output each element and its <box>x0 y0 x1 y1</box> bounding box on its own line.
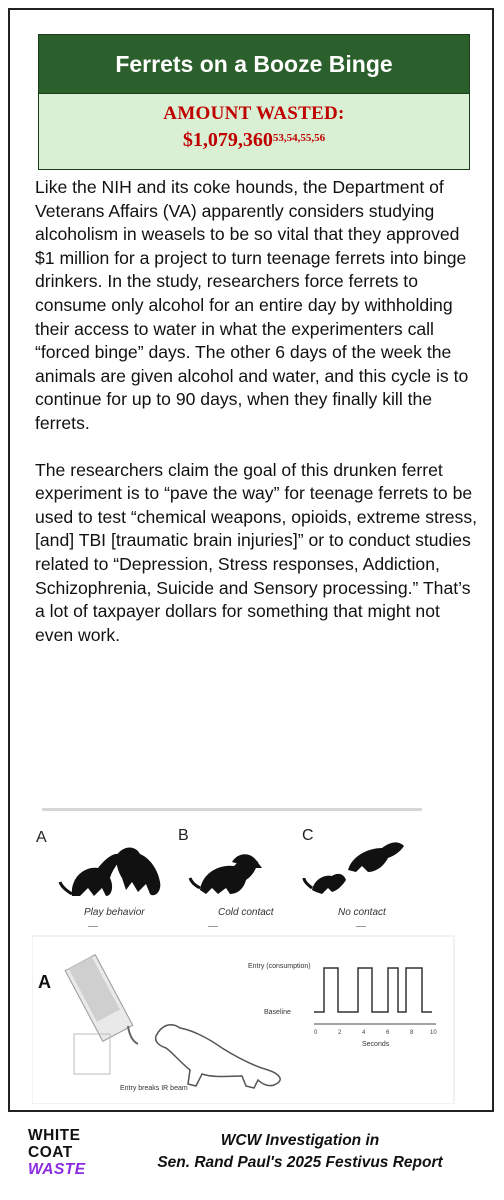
white-coat-waste-logo <box>28 1127 98 1187</box>
cropped-text-line <box>42 808 422 811</box>
axis-tick: 10 <box>430 1030 437 1036</box>
footer-credit <box>110 1130 490 1174</box>
lower-panel-label: A <box>38 972 51 992</box>
amount-wasted-box <box>38 94 470 170</box>
footer-line-1: WCW Investigation in <box>220 1132 380 1149</box>
axis-tick: 4 <box>362 1030 366 1036</box>
section-title-bar <box>38 34 470 94</box>
panel-label-b: B <box>178 827 189 844</box>
trace-label-bottom: Baseline <box>264 1009 291 1016</box>
amount-label: AMOUNT WASTED: <box>163 103 345 124</box>
axis-tick: 6 <box>386 1030 390 1036</box>
section-title: Ferrets on a Booze Binge <box>115 50 393 77</box>
paragraph-2: The researchers claim the goal of this drunken ferret experiment is to “pave the way” for teenage ferrets to be used to test “chemical weapons, opioids, extreme stress, [and] TBI [traumatic brain injuries]” or to conduct studies related to “Depression, Stress responses, Addiction, Schizophrenia, Suicide and Sensory processing.” That’s a lot of taxpayer dollars for something that might not even work. <box>35 459 477 645</box>
logo-line-3: WASTE <box>28 1161 86 1178</box>
cold-contact-ferrets-icon <box>190 854 262 894</box>
caption-no-contact: No contact <box>338 907 386 918</box>
amount-value-line <box>39 129 469 152</box>
ferret-experiment-figure <box>32 808 474 1104</box>
logo-line-2: COAT <box>28 1144 73 1161</box>
paragraph-1: Like the NIH and its coke hounds, the Department of Veterans Affairs (VA) apparently considers studying alcoholism in weasels to be so vital that they approved $1 million for a project to turn teenage ferrets into binge drinkers. In the study, researchers force ferrets to consume only alcohol for an entire day by withholding their access to water in what the experimenters call “forced binge” days. The other 6 days of the week the animals are given alcohol and water, and this cycle is to continue for up to 90 days, when they finally kill the ferrets. <box>35 177 469 433</box>
axis-label: Seconds <box>362 1041 390 1048</box>
panel-label-c: C <box>302 827 314 844</box>
beam-label: Entry breaks IR beam <box>120 1085 188 1092</box>
no-contact-ferrets-icon <box>304 842 404 894</box>
play-behavior-ferrets-icon <box>60 848 160 897</box>
axis-tick: 2 <box>338 1030 342 1036</box>
caption-play-behavior: Play behavior <box>84 907 145 918</box>
amount-footnote-refs: 53,54,55,56 <box>272 132 326 144</box>
logo-line-1: WHITE <box>28 1127 81 1144</box>
amount-value: $1,079,360 <box>182 129 273 151</box>
body-text <box>35 176 480 647</box>
footer-line-2: Sen. Rand Paul's 2025 Festivus Report <box>157 1154 443 1171</box>
trace-label-top: Entry (consumption) <box>248 963 311 970</box>
axis-tick: 0 <box>314 1030 318 1036</box>
panel-label-a: A <box>36 829 47 846</box>
axis-tick: 8 <box>410 1030 414 1036</box>
caption-cold-contact: Cold contact <box>218 907 274 918</box>
